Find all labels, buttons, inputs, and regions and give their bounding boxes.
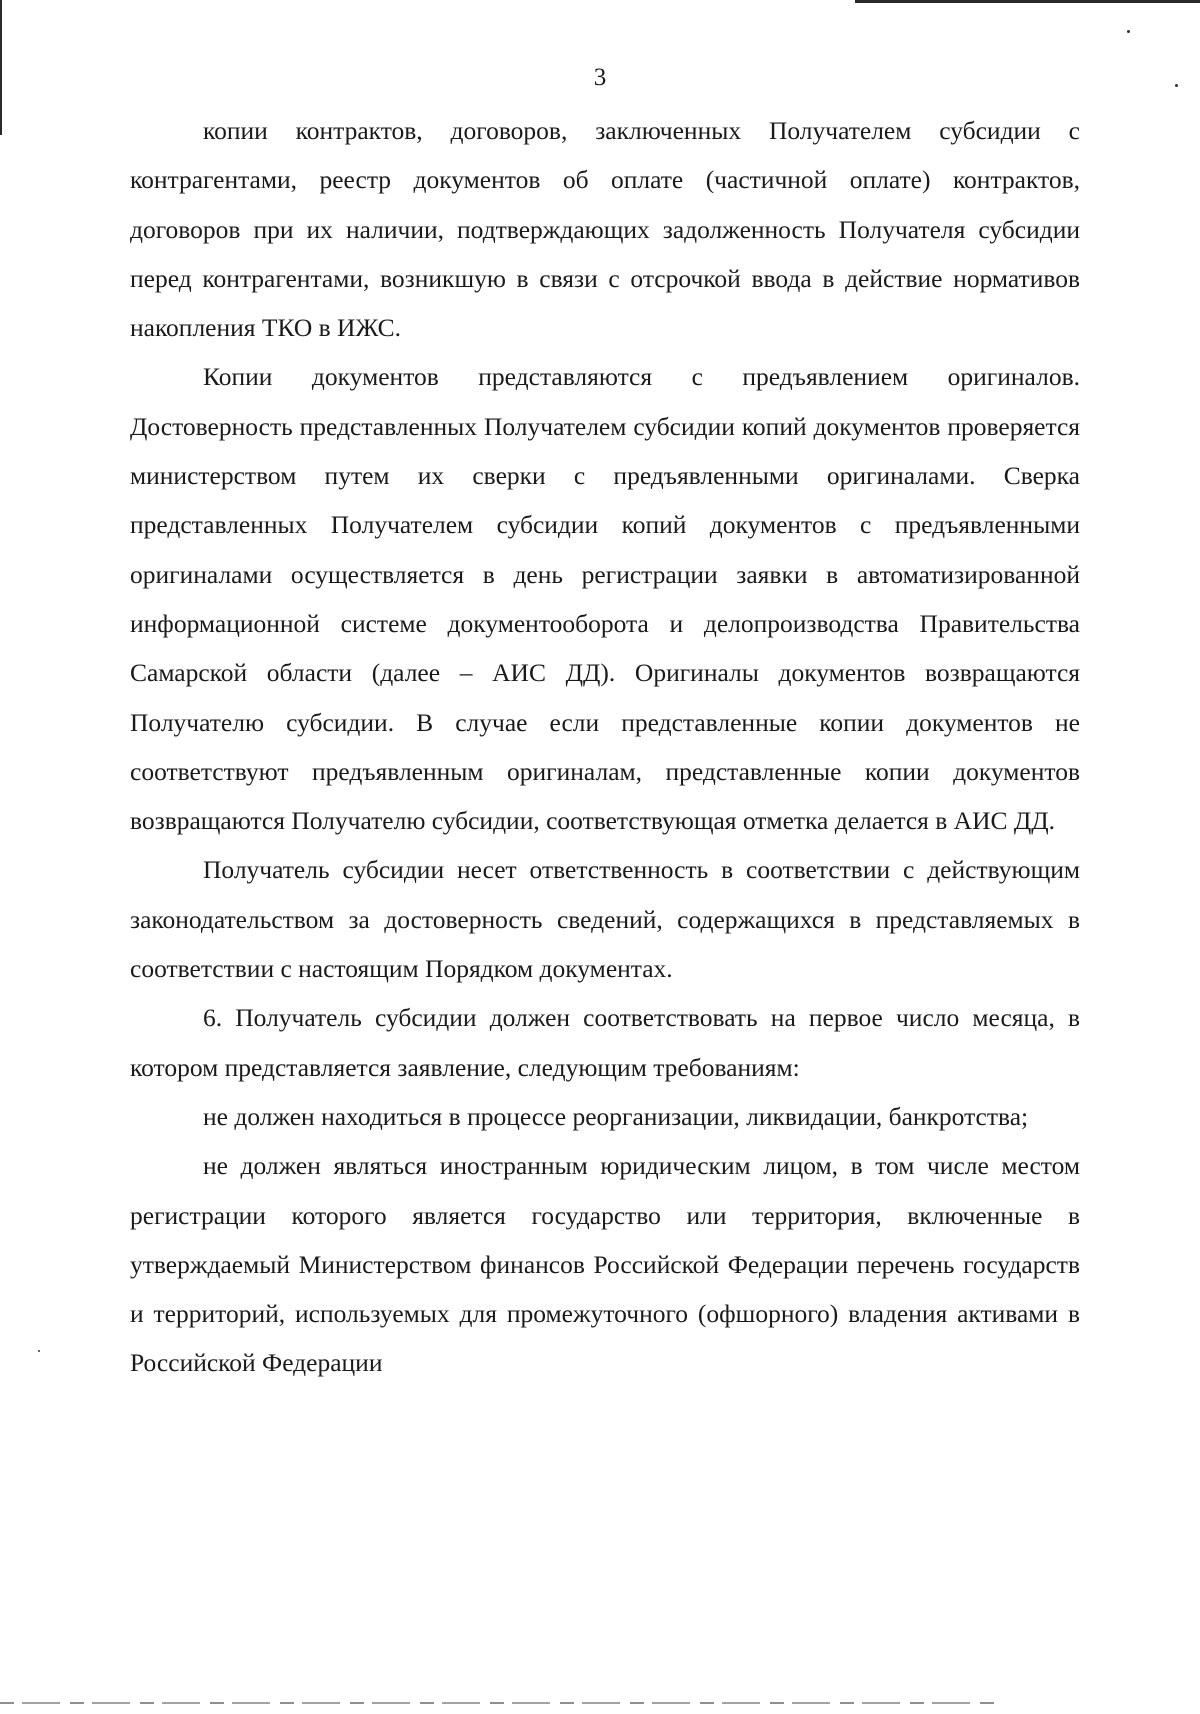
document-body: [130, 106, 1080, 1388]
paragraph: Копии документов представляются с предъявлением оригиналов. Достоверность представленных Получателем субсидии копий документов проверяется министерством путем их сверки с предъявленными оригиналами. Сверка представленных Получателем субсидии копий документов с предъявленными оригиналами осуществляется в день регистрации заявки в автоматизированной информационной системе документооборота и делопроизводства Правительства Самарской области (далее – АИС ДД). Оригиналы документов возвращаются Получателю субсидии. В случае если представленные копии документов не соответствуют предъявленным оригиналам, представленные копии документов возвращаются Получателю субсидии, соответствующая отметка делается в АИС ДД.: [130, 362, 1080, 836]
scan-edge-top: [855, 0, 1200, 3]
paragraph: Получатель субсидии несет ответственность в соответствии с действующим законодательством за достоверность сведений, содержащихся в представляемых в соответствии с настоящим Порядком документах.: [130, 855, 1080, 984]
scan-speck: [1127, 30, 1130, 33]
paragraph: 6. Получатель субсидии должен соответствовать на первое число месяца, в котором представляется заявление, следующим требованиям:: [130, 1003, 1080, 1082]
page-number: 3: [593, 64, 607, 91]
paragraph: копии контрактов, договоров, заключенных Получателем субсидии с контрагентами, реестр документов об оплате (частичной оплате) контрактов, договоров при их наличии, подтверждающих задолженность Получателя субсидии перед контрагентами, возникшую в связи с отсрочкой ввода в действие нормативов накопления ТКО в ИЖС.: [130, 116, 1080, 343]
scan-edge-bottom: [0, 1702, 1000, 1704]
paragraph: не должен находиться в процессе реорганизации, ликвидации, банкротства;: [203, 1101, 1029, 1131]
scan-speck: [38, 1350, 40, 1352]
paragraph: не должен являться иностранным юридическим лицом, в том числе местом регистрации которого является государство или территория, включенные в утверждаемый Министерством финансов Российской Федерации перечень государств и территорий, используемых для промежуточного (офшорного) владения активами в Российской Федерации: [130, 1151, 1080, 1378]
